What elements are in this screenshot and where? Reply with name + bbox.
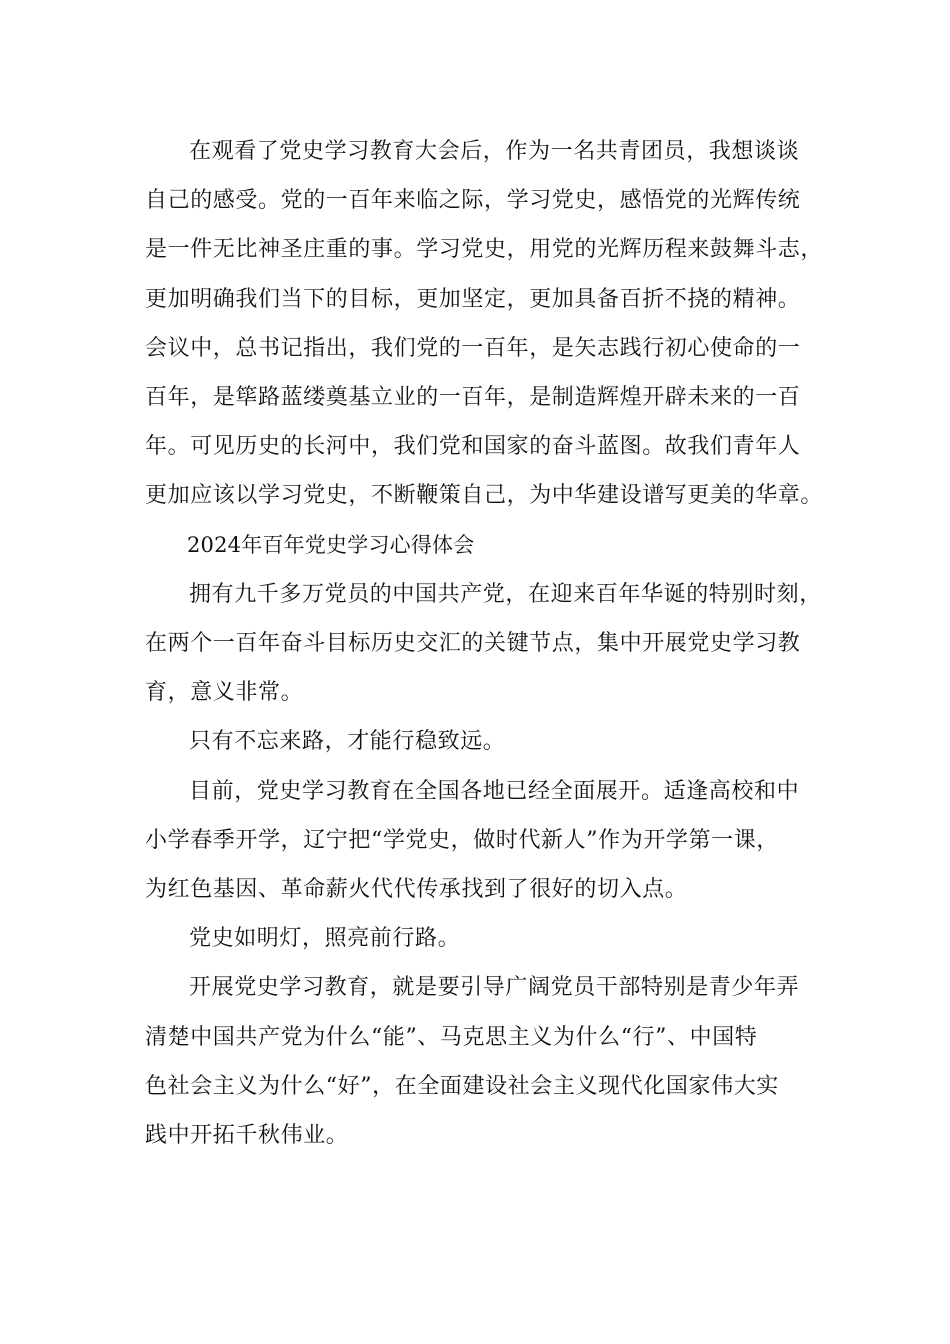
paragraph-line: 会议中，总书记指出，我们党的一百年，是矢志践行初心使命的一 — [145, 335, 801, 361]
paragraph-6 — [145, 963, 825, 1160]
paragraph-line: 拥有九千多万党员的中国共产党，在迎来百年华诞的特别时刻， — [189, 581, 822, 607]
paragraph-1 — [145, 127, 825, 521]
paragraph-line: 是一件无比神圣庄重的事。学习党史，用党的光辉历程来鼓舞斗志， — [145, 237, 824, 263]
paragraph-line: 践中开拓千秋伟业。 — [145, 1123, 349, 1149]
paragraph-line: 小学春季开学，辽宁把“学党史，做时代新人”作为开学第一课， — [145, 827, 779, 853]
paragraph-line: 育，意义非常。 — [145, 680, 304, 706]
heading-line: 2024年百年党史学习心得体会 — [187, 532, 475, 557]
paragraph-line: 目前，党史学习教育在全国各地已经全面展开。适逢高校和中 — [189, 778, 800, 804]
paragraph-line: 更加应该以学习党史，不断鞭策自己，为中华建设谱写更美的华章。 — [145, 483, 824, 509]
paragraph-2 — [145, 570, 825, 718]
paragraph-line: 党史如明灯，照亮前行路。 — [189, 926, 461, 952]
paragraph-line: 在两个一百年奋斗目标历史交汇的关键节点，集中开展党史学习教 — [145, 631, 801, 657]
paragraph-line: 年。可见历史的长河中，我们党和国家的奋斗蓝图。故我们青年人 — [145, 434, 801, 460]
paragraph-5 — [145, 914, 825, 963]
paragraph-4 — [145, 767, 825, 915]
paragraph-line: 清楚中国共产党为什么“能”、马克思主义为什么“行”、中国特 — [145, 1024, 758, 1050]
paragraph-line: 色社会主义为什么“好”，在全面建设社会主义现代化国家伟大实 — [145, 1073, 779, 1099]
paragraph-line: 更加明确我们当下的目标，更加坚定，更加具备百折不挠的精神。 — [145, 286, 801, 312]
document-body — [145, 127, 825, 1160]
paragraph-line: 百年，是筚路蓝缕奠基立业的一百年，是制造辉煌开辟未来的一百 — [145, 385, 801, 411]
paragraph-line: 自己的感受。党的一百年来临之际，学习党史，感悟党的光辉传统 — [145, 188, 801, 214]
paragraph-3 — [145, 717, 825, 766]
paragraph-line: 为红色基因、革命薪火代代传承找到了很好的切入点。 — [145, 877, 688, 903]
section-heading — [145, 521, 825, 570]
paragraph-line: 只有不忘来路，才能行稳致远。 — [189, 729, 506, 755]
paragraph-line: 在观看了党史学习教育大会后，作为一名共青团员，我想谈谈 — [189, 139, 800, 164]
paragraph-line: 开展党史学习教育，就是要引导广阔党员干部特别是青少年弄 — [189, 975, 800, 1001]
